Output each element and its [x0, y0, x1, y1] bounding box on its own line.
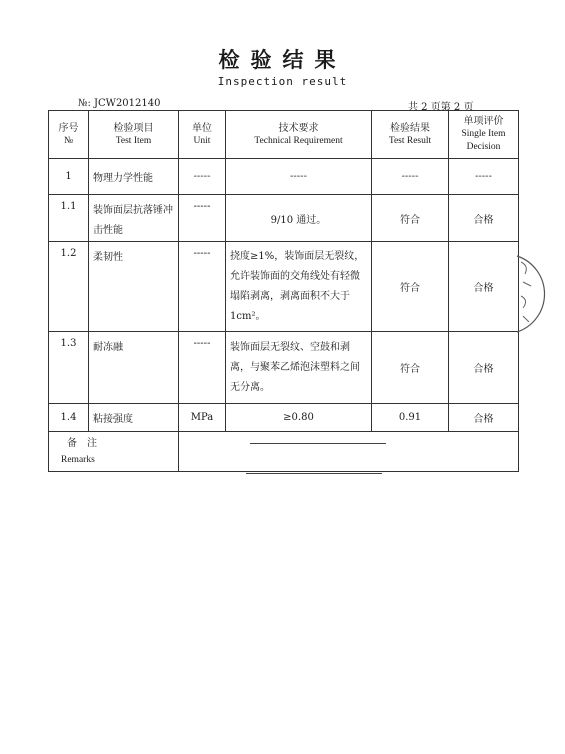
col-header-requirement: [226, 111, 372, 159]
row-no: 1.2: [49, 242, 89, 332]
table-row: [49, 159, 519, 195]
page-title: 检验结果: [218, 47, 347, 72]
row-item: 物理力学性能: [89, 159, 179, 195]
col-header-item-cn: 检验项目: [113, 122, 154, 134]
official-seal-stamp: [515, 252, 555, 336]
col-header-unit-en: Unit: [193, 135, 211, 146]
col-header-no-en: №: [63, 135, 74, 146]
table-row: [49, 332, 519, 404]
remarks-underline: [250, 443, 386, 444]
inspection-result-table: [48, 110, 519, 472]
row-requirement: 装饰面层无裂纹、空鼓和剥离，与聚苯乙烯泡沫塑料之间无分离。: [226, 332, 372, 404]
row-decision: 合格: [449, 195, 519, 242]
remarks-label-en: Remarks: [61, 454, 95, 465]
table-row: [49, 195, 519, 242]
row-unit: -----: [179, 332, 226, 404]
remarks-label: [49, 432, 179, 472]
col-header-decision-cn: 单项评价: [463, 116, 504, 127]
remarks-label-cn: 备 注: [67, 437, 97, 449]
report-number: №: JCW2012140: [78, 98, 161, 109]
row-unit: -----: [179, 242, 226, 332]
row-result: -----: [372, 159, 449, 195]
row-result: 0.91: [372, 404, 449, 432]
row-result: 符合: [372, 332, 449, 404]
row-requirement: 挠度≥1%，装饰面层无裂纹，允许装饰面的交角线处有轻微塌陷剥离，剥离面积不大于 1cm²。: [226, 242, 372, 332]
col-header-result-en: Test Result: [388, 135, 432, 146]
col-header-unit: [179, 111, 226, 159]
col-header-no: [49, 111, 89, 159]
col-header-requirement-cn: 技术要求: [278, 122, 319, 134]
row-decision: 合格: [449, 404, 519, 432]
col-header-item-en: Test Item: [115, 135, 152, 146]
row-decision: -----: [449, 159, 519, 195]
row-item: 耐冻融: [89, 332, 179, 404]
row-result: 符合: [372, 242, 449, 332]
col-header-unit-cn: 单位: [192, 122, 212, 134]
row-requirement: ≥0.80: [226, 404, 372, 432]
table-row: [49, 404, 519, 432]
row-unit: -----: [179, 159, 226, 195]
end-of-report-line: [246, 473, 382, 474]
row-decision: 合格: [449, 242, 519, 332]
row-no: 1.3: [49, 332, 89, 404]
col-header-decision: [449, 111, 519, 159]
row-item: 装饰面层抗落锤冲击性能: [89, 195, 179, 242]
row-no: 1: [49, 159, 89, 195]
row-result: 符合: [372, 195, 449, 242]
seal-icon: [515, 252, 555, 336]
row-decision: 合格: [449, 332, 519, 404]
row-no: 1.4: [49, 404, 89, 432]
row-requirement: -----: [226, 159, 372, 195]
row-item: 粘接强度: [89, 404, 179, 432]
page-subtitle: Inspection result: [217, 75, 348, 88]
table-header-row: [49, 111, 519, 159]
table-row: [49, 242, 519, 332]
remarks-row: [49, 432, 519, 472]
page-info: 共 2 页第 2 页: [408, 102, 474, 113]
row-item: 柔韧性: [89, 242, 179, 332]
col-header-result-cn: 检验结果: [390, 122, 430, 134]
col-header-requirement-en: Technical Requirement: [254, 135, 343, 146]
row-no: 1.1: [49, 195, 89, 242]
col-header-no-cn: 序号: [58, 122, 79, 134]
col-header-item: [89, 111, 179, 159]
row-unit: MPa: [179, 404, 226, 432]
row-unit: -----: [179, 195, 226, 242]
remarks-content: [179, 432, 519, 472]
col-header-decision-en: Single Item Decision: [461, 129, 506, 152]
row-requirement: 9/10 通过。: [226, 195, 372, 242]
col-header-result: [372, 111, 449, 159]
